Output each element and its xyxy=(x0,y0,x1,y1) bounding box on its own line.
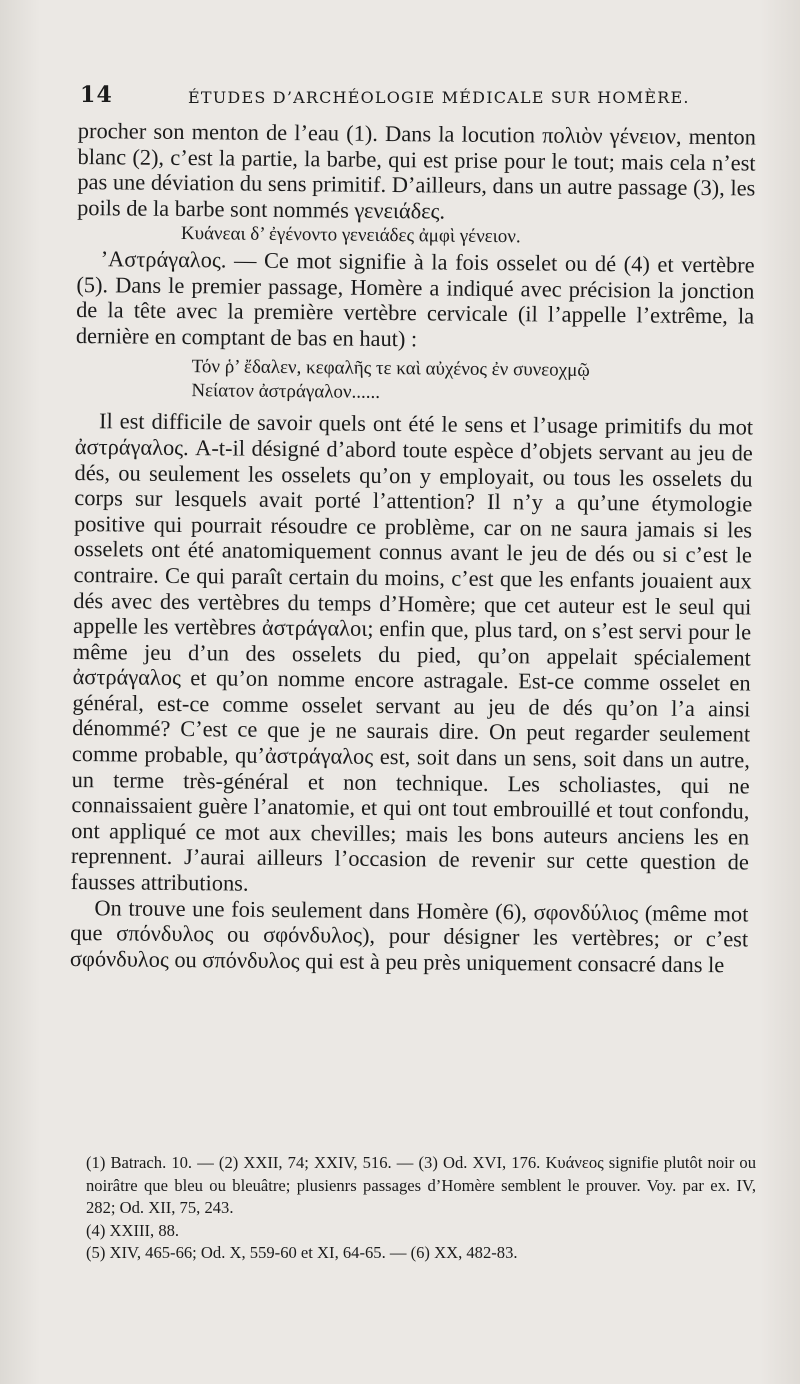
running-title: ÉTUDES D’ARCHÉOLOGIE MÉDICALE SUR HOMÈRE. xyxy=(188,88,690,107)
paragraph-astragalos: ’Αστράγαλος. — Ce mot signifie à la fois osselet ou dé (4) et vertèbre (5). Dans le premier passage, Homère a indiqué avec précision la jonction de la tête avec la première vertèbre cervicale (il l’appelle l’extrême, la dernière en comptant de bas en haut) : xyxy=(75,246,755,352)
footnote-5-6: (5) XIV, 465-66; Od. X, 559-60 et XI, 64-65. — (6) XX, 482-83. xyxy=(86,1243,518,1263)
greek-verse-2 xyxy=(75,354,753,409)
greek-verse-2-line-1: Τόν ῥ’ ἔδαλεν, κεφαλῆς τε καὶ αὐχένος ἐν συνεοχμῷ xyxy=(191,356,590,382)
paragraph-1: procher son menton de l’eau (1). Dans la locution πολιὸν γένειον, menton blanc (2), c’est la partie, la barbe, qui est prise pour le tout; mais cela n’est pas une déviation du sens primitif. D’ailleurs, dans un autre passage (3), les poils de la barbe sont nommés γενειάδες. xyxy=(77,118,756,224)
footnotes xyxy=(86,1152,756,1265)
page-header xyxy=(80,82,740,112)
greek-verse-1: Κυάνεαι δ’ ἐγένοντο γενειάδες ἀμφὶ γένειον. xyxy=(180,223,521,248)
footnote-4: (4) XXIII, 88. xyxy=(86,1220,180,1240)
greek-verse-2-line-2: Νείατον ἀστράγαλον...... xyxy=(191,380,381,404)
paragraph-4: On trouve une fois seulement dans Homère (6), σφονδύλιος (même mot que σπόνδυλος ou σφόνδυλος), pour désigner les vertèbres; or c’est σφόνδυλος ou σπόνδυλος qui est à peu près uniquement consacré dans le xyxy=(69,894,749,978)
page-number: 14 xyxy=(80,82,114,108)
footnote-1-3: (1) Batrach. 10. — (2) XXII, 74; XXIV, 516. — (3) Od. XVI, 176. Κυάνεος signifie plutôt noir ou noirâtre que bleu ou bleuâtre; plusienrs passages d’Homère semblent le prouver. Voy. par ex. IV, 282; Od. XII, 75, 243. xyxy=(86,1153,756,1218)
main-text xyxy=(70,118,756,978)
paragraph-3: Il est difficile de savoir quels ont été le sens et l’usage primitifs du mot ἀστράγαλος. A-t-il désigné d’abord toute espèce d’objets servant au jeu de dés, ou seulement les osselets qu’on y employait, ou tous les osselets du corps sur lesquels avait porté l’attention? Il n’y a qu’une étymologie positive qui pourrait résoudre ce problème, car on ne saura jamais si les osselets ont été anatomiquement connus avant le jeu de dés ou si c’est le contraire. Ce qui paraît certain du moins, c’est que les enfants jouaient aux dés avec des vertèbres du temps d’Homère; que cet auteur est le seul qui appelle les vertèbres ἀστράγαλοι; enfin que, plus tard, on s’est servi pour le même jeu d’un des osselets du pied, qu’on appelait spécialement ἀστράγαλος et qu’on nomme encore astragale. Est-ce comme osselet en général, est-ce comme osselet servant au jeu de dés qu’on l’a ainsi dénommé? C’est ce que je ne saurais dire. On peut regarder seulement comme probable, qu’ἀστράγαλος est, soit dans un sens, soit dans un autre, un terme très-général et non technique. Les scholiastes, qui ne connaissaient guère l’anatomie, et qui ont tout embrouillé et tout confondu, ont appliqué ce mot aux chevilles; mais les bons auteurs anciens les en reprennent. J’aurai ailleurs l’occasion de revenir sur cette question de fausses attributions. xyxy=(70,408,754,896)
